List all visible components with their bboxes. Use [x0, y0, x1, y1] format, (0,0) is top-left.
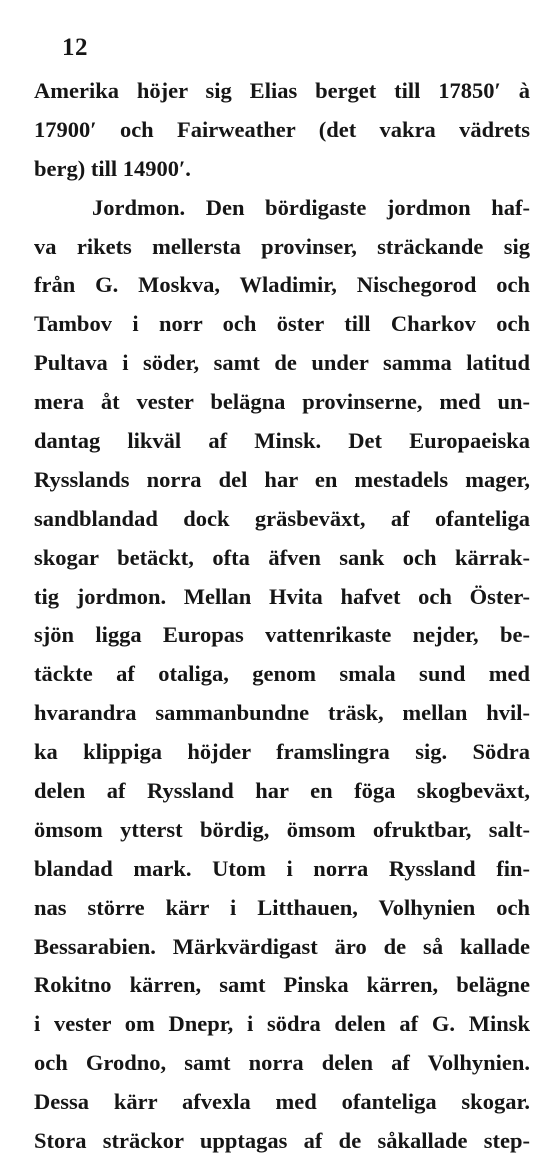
text-line: Amerika höjer sig Elias berget till 17850′ à — [34, 78, 530, 103]
text-line: sandblandad dock gräsbeväxt, af ofanteliga — [34, 505, 530, 531]
text-line: täckte af otaliga, genom smala sund med — [34, 661, 530, 687]
text-line: skogar betäckt, ofta äfven sank och kärrak- — [34, 544, 530, 570]
text-line: Stora sträckor upptagas af de såkallade step- — [34, 1128, 530, 1154]
text-line: dantag likväl af Minsk. Det Europaeiska — [34, 428, 530, 454]
text-line: nas större kärr i Litthauen, Volhynien och — [34, 894, 530, 920]
text-line: ömsom ytterst bördig, ömsom ofruktbar, salt- — [34, 816, 530, 842]
text-line: Pultava i söder, samt de under samma latitud — [34, 350, 530, 376]
text-line: mera åt vester belägna provinserne, med un- — [34, 389, 530, 415]
text-line: Rokitno kärren, samt Pinska kärren, belägne — [34, 972, 530, 998]
text-line: ka klippiga höjder framslingra sig. Södra — [34, 739, 530, 765]
section-heading-line: Jordmon. Den bördigaste jordmon haf- — [92, 194, 530, 220]
page-number: 12 — [62, 34, 88, 61]
text-line: tig jordmon. Mellan Hvita hafvet och Öster- — [34, 583, 530, 609]
text-line: och Grodno, samt norra delen af Volhynien. — [34, 1050, 530, 1076]
text-line: Tambov i norr och öster till Charkov och — [34, 311, 530, 337]
text-line: 17900′ och Fairweather (det vakra vädrets — [34, 116, 530, 142]
text-line: va rikets mellersta provinser, sträckande sig — [34, 233, 530, 259]
text-line: Dessa kärr afvexla med ofanteliga skogar. — [34, 1089, 530, 1115]
text-line: sjön ligga Europas vattenrikaste nejder, be- — [34, 622, 530, 648]
text-line: Bessarabien. Märkvärdigast äro de så kallade — [34, 933, 530, 959]
text-line: berg) till 14900′. — [34, 155, 191, 181]
text-line: blandad mark. Utom i norra Ryssland fin- — [34, 855, 530, 881]
text-line: delen af Ryssland har en föga skogbeväxt, — [34, 778, 530, 804]
text-line: Rysslands norra del har en mestadels mager, — [34, 466, 530, 492]
text-line: från G. Moskva, Wladimir, Nischegorod och — [34, 272, 530, 298]
text-line: i vester om Dnepr, i södra delen af G. Minsk — [34, 1011, 530, 1037]
body-text — [34, 72, 530, 1161]
text-line: hvarandra sammanbundne träsk, mellan hvil- — [34, 700, 530, 726]
